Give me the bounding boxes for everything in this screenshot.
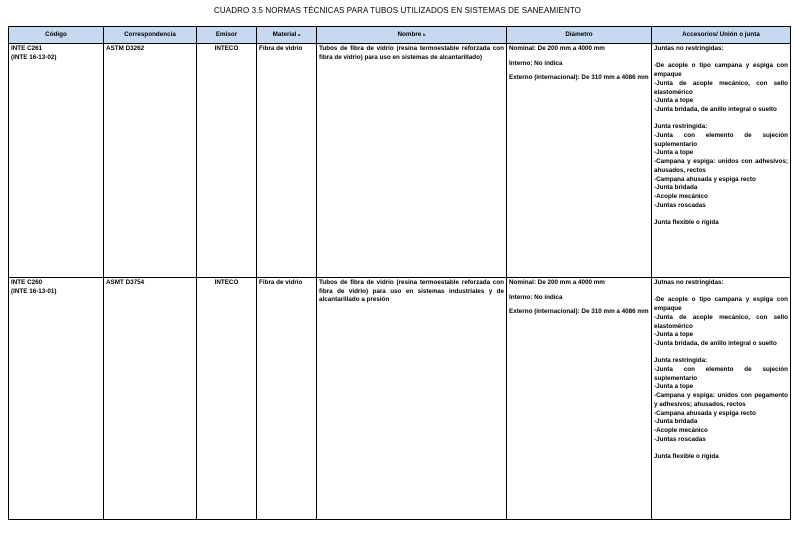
cell-nombre: Tubos de fibra de vidrio (resina termoestable reforzada con fibra de vidrio) para uso en sistemas industriales y de alcantarillado a presión	[317, 278, 507, 520]
cell-emisor: INTECO	[197, 278, 257, 520]
header-material	[257, 27, 317, 44]
acc-item: -Junta de acople mecánico, con sello elastomérico	[654, 79, 788, 96]
acc-flex-note: Junta flexible o rígida	[654, 453, 719, 461]
standards-table	[8, 26, 791, 520]
table-row	[9, 44, 791, 278]
acc-item: -Junta con elemento de sujeción suplementario	[654, 366, 788, 382]
cell-material: Fibra de vidrio	[257, 44, 317, 278]
table-caption: CUADRO 3.5 NORMAS TÉCNICAS PARA TUBOS UTILIZADOS EN SISTEMAS DE SANEAMIENTO	[214, 6, 581, 15]
diametro-nominal: Nominal: De 200 mm a 4000 mm	[509, 279, 605, 286]
acc-flex-note: Junta flexible o rígida	[654, 219, 719, 227]
header-row	[9, 27, 791, 44]
acc-item: -Junta bridada	[654, 184, 698, 192]
acc-item: -De acople o tipo campana y espiga con empaque	[654, 62, 788, 79]
cell-diametro	[507, 278, 652, 520]
acc-restricted-title: Junta restringida:	[654, 357, 708, 365]
acc-item: -Junta de acople mecánico, con sello elastomérico	[654, 313, 788, 330]
acc-item: -Junta a tope	[654, 383, 694, 391]
header-nombre	[317, 27, 507, 44]
acc-item: -Juntas roscadas	[654, 201, 706, 209]
header-correspondencia: Correspondencia	[104, 27, 197, 44]
acc-item: -Juntas roscadas	[654, 435, 706, 443]
acc-item: -Campana ahusada y espiga recto	[654, 409, 756, 417]
acc-unrestricted-title: Juntas no restringidas:	[654, 45, 724, 52]
diametro-externo: Externo (internacional): De 310 mm a 4086 mm	[509, 308, 649, 316]
header-diametro: Diámetro	[507, 27, 652, 44]
acc-item: -Junta a tope	[654, 149, 694, 157]
acc-item: -Junta con elemento de sujeción suplementario	[654, 132, 788, 148]
acc-restricted-title: Junta restringida:	[654, 123, 708, 131]
table-row	[9, 278, 791, 520]
cell-codigo	[9, 44, 104, 278]
acc-item: -Junta bridada	[654, 418, 698, 426]
header-codigo: Código	[9, 27, 104, 44]
acc-item: -Campana ahusada y espiga recto	[654, 175, 756, 183]
acc-item: -Campana y espiga: unidos con pegamento y adhesivos; ahusados, rectos	[654, 392, 788, 408]
acc-item: -Campana y espiga: unidos con adhesivos; ahusados, rectos	[654, 158, 788, 174]
cell-correspondencia: ASMT D3754	[104, 278, 197, 520]
diametro-externo: Externo (internacional): De 310 mm a 4086 mm	[509, 74, 649, 82]
cell-emisor: INTECO	[197, 44, 257, 278]
acc-item: -Junta bridada, de anillo integral o suelto	[654, 105, 777, 113]
cell-diametro	[507, 44, 652, 278]
header-material-footnote: a	[298, 31, 301, 37]
cell-nombre: Tubos de fibra de vidrio (resina termoestable reforzada con fibra de vidrio) para uso en sistemas de alcantarillado)	[317, 44, 507, 278]
codigo-alt: (INTE 16-13-01)	[11, 287, 57, 295]
codigo-main: INTE C260	[11, 279, 43, 286]
diametro-nominal: Nominal: De 200 mm a 4000 mm	[509, 45, 605, 52]
acc-item: -Junta bridada, de anillo integral o suelto	[654, 339, 777, 347]
header-nombre-label: Nombre	[397, 30, 422, 38]
acc-item: -Acople mecánico	[654, 426, 708, 434]
cell-material: Fibra de vidrio	[257, 278, 317, 520]
acc-item: -Junta a tope	[654, 97, 694, 105]
cell-codigo	[9, 278, 104, 520]
codigo-alt: (INTE 16-13-02)	[11, 53, 57, 61]
cell-accesorios	[652, 278, 791, 520]
acc-item: -Junta a tope	[654, 331, 694, 339]
codigo-main: INTE C261	[11, 45, 43, 52]
cell-correspondencia: ASTM D3262	[104, 44, 197, 278]
header-accesorios: Accesorios/ Unión o junta	[652, 27, 791, 44]
acc-item: -De acople o tipo campana y espiga con empaque	[654, 296, 788, 313]
header-material-label: Material	[272, 30, 297, 38]
acc-unrestricted-title: Jutnas no restringidas:	[654, 279, 724, 286]
acc-item: -Acople mecánico	[654, 192, 708, 200]
header-emisor: Emisor	[197, 27, 257, 44]
cell-accesorios	[652, 44, 791, 278]
header-nombre-footnote: b	[423, 31, 426, 37]
diametro-interno: Interno: No indica	[509, 293, 563, 301]
diametro-interno: Interno: No indica	[509, 59, 563, 67]
